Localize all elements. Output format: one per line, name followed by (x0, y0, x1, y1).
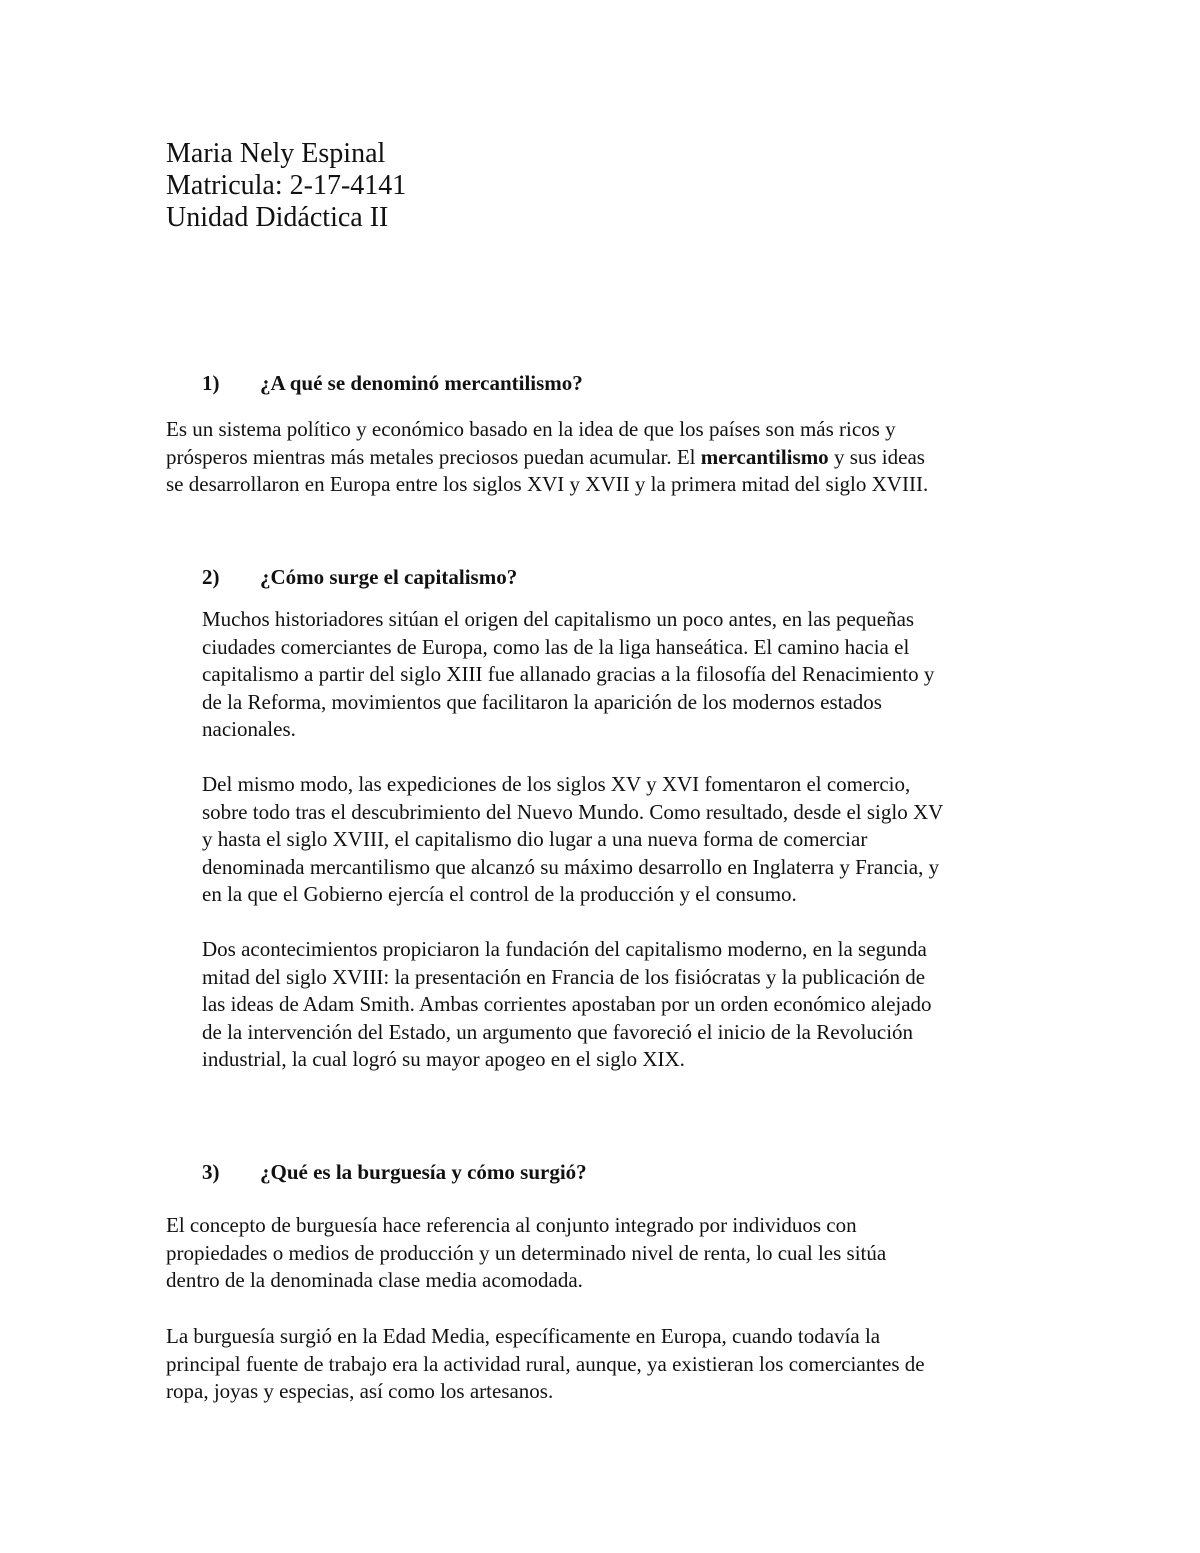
paragraph-line: propiedades o medios de producción y un determinado nivel de renta, lo cual les sitúa (166, 1240, 887, 1265)
paragraph-line: capitalismo a partir del siglo XIII fue allanado gracias a la filosofía del Renacimiento y (202, 662, 935, 686)
paragraph-line: El concepto de burguesía hace referencia al conjunto integrado por individuos con (166, 1213, 857, 1237)
answer-3-paragraph-1 (166, 1212, 886, 1295)
paragraph-line (166, 444, 928, 472)
paragraph-line: La burguesía surgió en la Edad Media, específicamente en Europa, cuando todavía la (166, 1324, 881, 1348)
paragraph-line: se desarrollaron en Europa entre los siglos XVI y XVII y la primera mitad del siglo XVIII. (166, 472, 929, 496)
document-header (166, 138, 406, 234)
paragraph-line: Es un sistema político y económico basado en la idea de que los países son más ricos y (166, 417, 896, 441)
question-title: ¿A qué se denominó mercantilismo? (260, 371, 583, 395)
paragraph-line: ropa, joyas y especias, así como los artesanos. (166, 1379, 554, 1403)
paragraph-line: dentro de la denominada clase media acomodada. (166, 1268, 583, 1292)
paragraph-line: y hasta el siglo XVIII, el capitalismo dio lugar a una nueva forma de comerciar (202, 827, 868, 851)
paragraph-line: ciudades comerciantes de Europa, como las de la liga hanseática. El camino hacia el (202, 634, 910, 659)
question-number: 1) (202, 371, 220, 395)
paragraph-line: industrial, la cual logró su mayor apogeo en el siglo XIX. (202, 1047, 685, 1071)
bold-term: mercantilismo (700, 444, 829, 469)
question-number: 2) (202, 565, 220, 589)
answer-2-paragraph-2 (202, 771, 943, 909)
paragraph-line: de la intervención del Estado, un argumento que favoreció el inicio de la Revolución (202, 1019, 914, 1044)
author-name: Maria Nely Espinal (166, 138, 386, 169)
answer-1-paragraph (166, 416, 928, 499)
text-run: prósperos mientras más metales preciosos puedan acumular. El (166, 444, 701, 469)
question-title: ¿Cómo surge el capitalismo? (260, 565, 518, 589)
text-run: y sus ideas (828, 444, 925, 469)
question-title: ¿Qué es la burguesía y cómo surgió? (260, 1160, 587, 1184)
answer-2-paragraph-3 (202, 936, 932, 1074)
paragraph-line: nacionales. (202, 717, 296, 741)
paragraph-line: de la Reforma, movimientos que facilitaron la aparición de los modernos estados (202, 689, 882, 714)
answer-3-paragraph-2 (166, 1323, 925, 1406)
paragraph-line: Dos acontecimientos propiciaron la fundación del capitalismo moderno, en la segunda (202, 937, 927, 961)
paragraph-line: mitad del siglo XVIII: la presentación en Francia de los fisiócratas y la publicación de (202, 964, 926, 989)
paragraph-line: Del mismo modo, las expediciones de los siglos XV y XVI fomentaron el comercio, (202, 772, 911, 796)
answer-2-paragraph-1 (202, 606, 934, 744)
paragraph-line: en la que el Gobierno ejercía el control de la producción y el consumo. (202, 882, 797, 906)
paragraph-line: denominada mercantilismo que alcanzó su máximo desarrollo en Inglaterra y Francia, y (202, 854, 940, 879)
paragraph-line: Muchos historiadores sitúan el origen del capitalismo un poco antes, en las pequeñas (202, 607, 915, 631)
student-id: Matricula: 2-17-4141 (166, 170, 407, 201)
paragraph-line: principal fuente de trabajo era la actividad rural, aunque, ya existieran los comerciantes de (166, 1351, 925, 1376)
unit-title: Unidad Didáctica II (166, 202, 389, 233)
paragraph-line: sobre todo tras el descubrimiento del Nuevo Mundo. Como resultado, desde el siglo XV (202, 799, 944, 824)
paragraph-line: las ideas de Adam Smith. Ambas corrientes apostaban por un orden económico alejado (202, 992, 932, 1016)
question-number: 3) (202, 1160, 220, 1184)
